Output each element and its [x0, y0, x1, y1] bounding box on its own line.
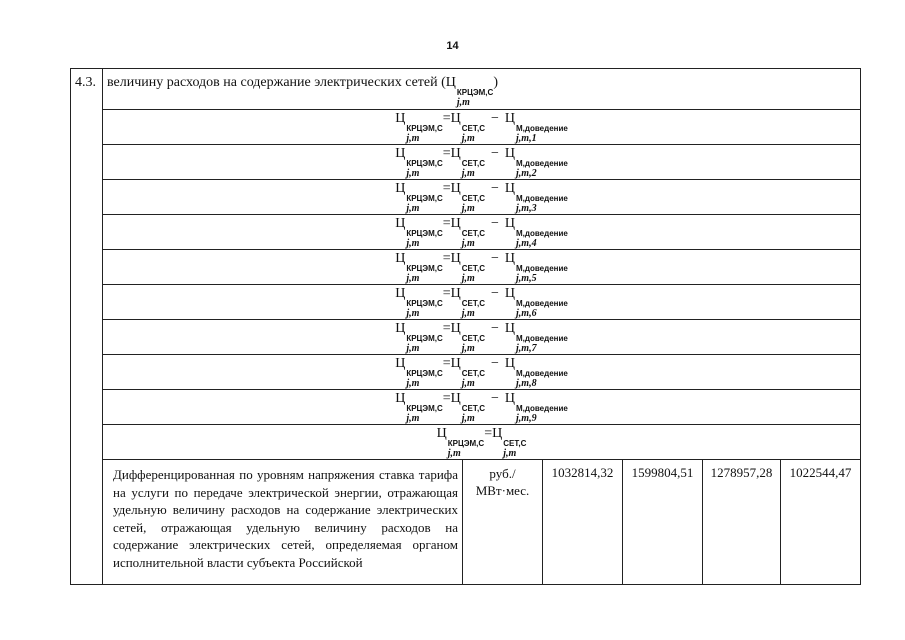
rhs-network-indices — [462, 404, 485, 424]
final-rhs-superscript: СЕТ,С — [503, 438, 527, 448]
rhs-adjust-indices — [516, 124, 568, 144]
lhs-subscript: j,m — [406, 132, 420, 144]
rhs-network-symbol — [450, 320, 485, 354]
rhs-adjust-indices — [516, 229, 568, 249]
rate-value: 1032814,32 — [543, 460, 623, 585]
lhs-superscript: КРЦЭМ,С — [406, 193, 443, 203]
rhs-network-base: Ц — [450, 180, 461, 196]
formula-row — [71, 145, 861, 180]
rhs-adjust-subscript: j,m,2 — [516, 167, 537, 179]
minus-sign: − — [490, 390, 499, 406]
lhs-symbol — [395, 215, 443, 249]
minus-sign: − — [490, 110, 499, 126]
formula-row — [71, 180, 861, 215]
rhs-adjust-superscript: М,доведение — [516, 403, 568, 413]
rhs-network-symbol — [450, 180, 485, 214]
lhs-superscript: КРЦЭМ,С — [406, 263, 443, 273]
rhs-adjust-subscript: j,m,4 — [516, 237, 537, 249]
equals-sign: = — [442, 250, 451, 266]
lhs-subscript: j,m — [406, 412, 420, 424]
rhs-adjust-indices — [516, 264, 568, 284]
rhs-adjust-indices — [516, 299, 568, 319]
rhs-adjust-subscript: j,m,1 — [516, 132, 537, 144]
rhs-network-base: Ц — [450, 110, 461, 126]
rhs-adjust-subscript: j,m,7 — [516, 342, 537, 354]
formula-cell — [103, 180, 861, 215]
formula-row — [71, 285, 861, 320]
lhs-symbol — [395, 390, 443, 424]
final-formula-cell — [103, 425, 861, 460]
rhs-adjust-symbol — [504, 215, 568, 249]
rhs-adjust-indices — [516, 194, 568, 214]
minus-sign: − — [490, 145, 499, 161]
final-lhs-superscript: КРЦЭМ,С — [447, 438, 485, 448]
heading-close-paren: ) — [493, 75, 498, 90]
rhs-adjust-indices — [516, 334, 568, 354]
rhs-network-subscript: j,m — [461, 342, 475, 354]
rhs-adjust-symbol — [504, 285, 568, 319]
rhs-adjust-indices — [516, 404, 568, 424]
rhs-network-indices — [462, 194, 485, 214]
rhs-network-subscript: j,m — [461, 412, 475, 424]
rhs-adjust-subscript: j,m,5 — [516, 272, 537, 284]
formula-row — [71, 390, 861, 425]
lhs-symbol — [395, 355, 443, 389]
lhs-base: Ц — [395, 145, 406, 161]
rhs-adjust-superscript: М,доведение — [516, 333, 568, 343]
formula-cell — [103, 390, 861, 425]
rhs-adjust-base: Ц — [504, 180, 516, 196]
equals-sign: = — [442, 285, 451, 301]
lhs-indices — [406, 299, 442, 319]
final-lhs-subscript: j,m — [447, 447, 461, 459]
rhs-adjust-base: Ц — [504, 215, 516, 231]
final-rhs-symbol — [492, 425, 527, 459]
rhs-network-indices — [462, 159, 485, 179]
lhs-indices — [406, 264, 442, 284]
rhs-network-indices — [462, 369, 485, 389]
formula-cell — [103, 250, 861, 285]
section-heading-text: величину расходов на содержание электрических сетей (Ц — [107, 75, 456, 90]
equals-sign: = — [442, 320, 451, 336]
final-lhs-symbol — [436, 425, 485, 459]
rhs-adjust-superscript: М,доведение — [516, 228, 568, 238]
formula-row — [71, 110, 861, 145]
final-lhs-indices — [448, 439, 484, 459]
minus-sign: − — [490, 285, 499, 301]
minus-sign: − — [490, 320, 499, 336]
rate-value: 1022544,47 — [781, 460, 861, 585]
rate-row — [71, 460, 861, 585]
formula-cell — [103, 215, 861, 250]
final-formula — [437, 426, 527, 459]
equals-sign: = — [442, 145, 451, 161]
lhs-subscript: j,m — [406, 342, 420, 354]
rhs-network-base: Ц — [450, 285, 461, 301]
rhs-network-symbol — [450, 215, 485, 249]
lhs-subscript: j,m — [406, 377, 420, 389]
rhs-adjust-symbol — [504, 355, 568, 389]
lhs-subscript: j,m — [406, 167, 420, 179]
rhs-adjust-symbol — [504, 320, 568, 354]
minus-sign: − — [490, 355, 499, 371]
rhs-network-superscript: СЕТ,С — [461, 193, 485, 203]
rate-value: 1278957,28 — [703, 460, 781, 585]
formula — [395, 321, 568, 354]
lhs-symbol — [395, 180, 443, 214]
final-rhs-base: Ц — [492, 425, 503, 441]
rhs-network-base: Ц — [450, 355, 461, 371]
rhs-network-superscript: СЕТ,С — [461, 158, 485, 168]
lhs-base: Ц — [395, 215, 406, 231]
heading-subscript: j,m — [456, 97, 470, 108]
rhs-network-symbol — [450, 355, 485, 389]
formula — [395, 286, 568, 319]
rate-value: 1599804,51 — [623, 460, 703, 585]
lhs-superscript: КРЦЭМ,С — [406, 368, 443, 378]
formula-cell — [103, 355, 861, 390]
rhs-adjust-subscript: j,m,8 — [516, 377, 537, 389]
formula-cell — [103, 145, 861, 180]
rhs-network-subscript: j,m — [461, 202, 475, 214]
rhs-adjust-symbol — [504, 250, 568, 284]
lhs-symbol — [395, 285, 443, 319]
rhs-adjust-base: Ц — [504, 390, 516, 406]
rhs-adjust-symbol — [504, 180, 568, 214]
rhs-network-superscript: СЕТ,С — [461, 228, 485, 238]
rhs-adjust-superscript: М,доведение — [516, 298, 568, 308]
rate-description: Дифференцированная по уровням напряжения ставка тарифа на услуги по передаче электрической энергии, отражающая удельную величину расходов на содержание электрических сетей, отражающая удельную величину расходов на содержание электрических сетей, определяемая органом исполнительной власти субъекта Российской — [103, 460, 463, 585]
lhs-base: Ц — [395, 110, 406, 126]
final-rhs-indices — [503, 439, 526, 459]
rhs-network-subscript: j,m — [461, 307, 475, 319]
rhs-network-superscript: СЕТ,С — [461, 123, 485, 133]
unit-line-2: МВт·мес. — [475, 483, 530, 498]
equals-sign: = — [442, 355, 451, 371]
heading-superscript: КРЦЭМ,С — [456, 88, 494, 97]
rhs-adjust-symbol — [504, 145, 568, 179]
lhs-base: Ц — [395, 250, 406, 266]
rhs-network-base: Ц — [450, 250, 461, 266]
formula-row — [71, 215, 861, 250]
section-heading-row — [71, 69, 861, 110]
rhs-adjust-base: Ц — [504, 145, 516, 161]
rhs-adjust-base: Ц — [504, 285, 516, 301]
lhs-indices — [406, 194, 442, 214]
rhs-network-indices — [462, 124, 485, 144]
lhs-superscript: КРЦЭМ,С — [406, 403, 443, 413]
unit-line-1: руб./ — [489, 466, 516, 481]
formula — [395, 391, 568, 424]
lhs-symbol — [395, 145, 443, 179]
lhs-superscript: КРЦЭМ,С — [406, 298, 443, 308]
table-body — [71, 69, 861, 585]
rhs-adjust-base: Ц — [504, 110, 516, 126]
lhs-symbol — [395, 320, 443, 354]
rhs-adjust-superscript: М,доведение — [516, 263, 568, 273]
rhs-network-superscript: СЕТ,С — [461, 263, 485, 273]
lhs-base: Ц — [395, 320, 406, 336]
final-lhs-base: Ц — [436, 425, 447, 441]
section-heading — [103, 69, 861, 110]
final-formula-row — [71, 425, 861, 460]
rhs-network-superscript: СЕТ,С — [461, 403, 485, 413]
equals-sign: = — [442, 215, 451, 231]
formula-row — [71, 250, 861, 285]
rhs-adjust-subscript: j,m,6 — [516, 307, 537, 319]
lhs-indices — [406, 404, 442, 424]
lhs-superscript: КРЦЭМ,С — [406, 158, 443, 168]
rhs-adjust-superscript: М,доведение — [516, 123, 568, 133]
rhs-network-superscript: СЕТ,С — [461, 333, 485, 343]
rhs-adjust-subscript: j,m,9 — [516, 412, 537, 424]
rhs-adjust-superscript: М,доведение — [516, 158, 568, 168]
rhs-network-indices — [462, 334, 485, 354]
lhs-indices — [406, 124, 442, 144]
equals-sign: = — [442, 180, 451, 196]
minus-sign: − — [490, 250, 499, 266]
rhs-network-symbol — [450, 110, 485, 144]
rhs-network-base: Ц — [450, 390, 461, 406]
formula-cell — [103, 110, 861, 145]
rhs-network-symbol — [450, 145, 485, 179]
rhs-network-subscript: j,m — [461, 132, 475, 144]
minus-sign: − — [490, 215, 499, 231]
lhs-subscript: j,m — [406, 202, 420, 214]
formula — [395, 216, 568, 249]
lhs-superscript: КРЦЭМ,С — [406, 123, 443, 133]
rhs-network-superscript: СЕТ,С — [461, 368, 485, 378]
rhs-network-symbol — [450, 285, 485, 319]
rhs-adjust-superscript: М,доведение — [516, 193, 568, 203]
heading-symbol-indices — [457, 88, 493, 108]
rhs-network-subscript: j,m — [461, 237, 475, 249]
final-rhs-subscript: j,m — [503, 447, 517, 459]
unit-cell — [463, 460, 543, 585]
rhs-network-subscript: j,m — [461, 377, 475, 389]
rhs-adjust-symbol — [504, 390, 568, 424]
formula-cell — [103, 285, 861, 320]
lhs-superscript: КРЦЭМ,С — [406, 228, 443, 238]
formula — [395, 181, 568, 214]
formula — [395, 111, 568, 144]
formula-cell — [103, 320, 861, 355]
rhs-adjust-indices — [516, 369, 568, 389]
formula-row — [71, 355, 861, 390]
rhs-network-base: Ц — [450, 215, 461, 231]
lhs-symbol — [395, 110, 443, 144]
rhs-network-subscript: j,m — [461, 272, 475, 284]
rhs-network-base: Ц — [450, 145, 461, 161]
tariff-table — [70, 68, 861, 585]
rhs-adjust-symbol — [504, 110, 568, 144]
formula — [395, 146, 568, 179]
lhs-base: Ц — [395, 355, 406, 371]
lhs-superscript: КРЦЭМ,С — [406, 333, 443, 343]
formula-row — [71, 320, 861, 355]
section-number: 4.3. — [71, 69, 103, 585]
rhs-network-symbol — [450, 250, 485, 284]
rhs-adjust-superscript: М,доведение — [516, 368, 568, 378]
lhs-subscript: j,m — [406, 307, 420, 319]
rhs-network-indices — [462, 264, 485, 284]
rhs-network-symbol — [450, 390, 485, 424]
minus-sign: − — [490, 180, 499, 196]
final-equals-sign: = — [484, 425, 493, 441]
rhs-network-indices — [462, 299, 485, 319]
lhs-indices — [406, 229, 442, 249]
rhs-network-subscript: j,m — [461, 167, 475, 179]
equals-sign: = — [442, 110, 451, 126]
formula — [395, 356, 568, 389]
lhs-indices — [406, 369, 442, 389]
lhs-indices — [406, 334, 442, 354]
lhs-base: Ц — [395, 285, 406, 301]
lhs-base: Ц — [395, 390, 406, 406]
rhs-adjust-base: Ц — [504, 355, 516, 371]
rhs-network-superscript: СЕТ,С — [461, 298, 485, 308]
lhs-subscript: j,m — [406, 272, 420, 284]
lhs-base: Ц — [395, 180, 406, 196]
rhs-network-base: Ц — [450, 320, 461, 336]
rhs-network-indices — [462, 229, 485, 249]
equals-sign: = — [442, 390, 451, 406]
rhs-adjust-base: Ц — [504, 320, 516, 336]
lhs-symbol — [395, 250, 443, 284]
formula — [395, 251, 568, 284]
rhs-adjust-subscript: j,m,3 — [516, 202, 537, 214]
rhs-adjust-base: Ц — [504, 250, 516, 266]
lhs-indices — [406, 159, 442, 179]
lhs-subscript: j,m — [406, 237, 420, 249]
rhs-adjust-indices — [516, 159, 568, 179]
page-number: 14 — [446, 40, 459, 52]
